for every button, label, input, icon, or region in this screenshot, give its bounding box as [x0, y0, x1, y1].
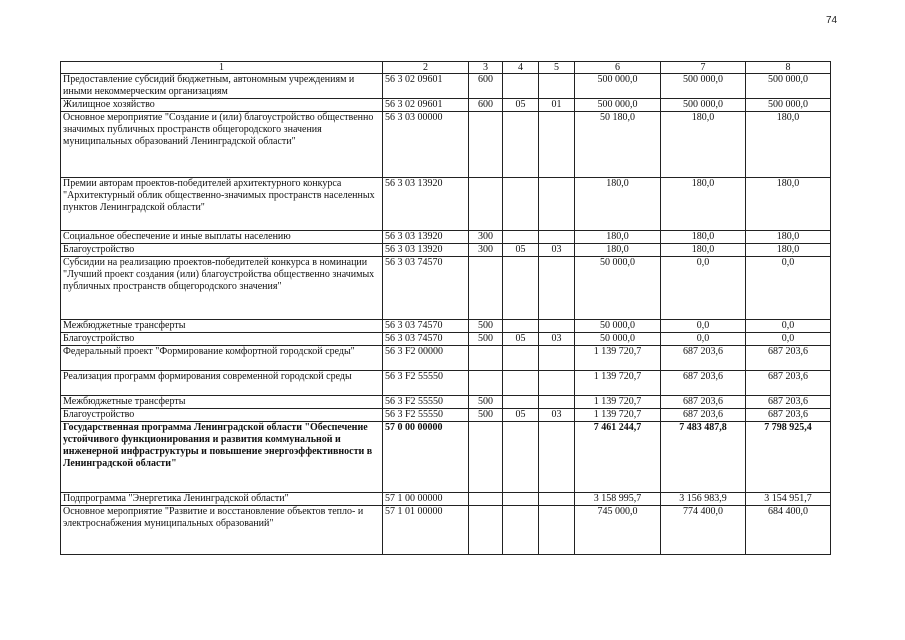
table-row	[61, 422, 831, 493]
row-subsection	[539, 257, 575, 320]
table-row	[61, 74, 831, 99]
row-name: Социальное обеспечение и иные выплаты населению	[61, 231, 383, 244]
row-name: Межбюджетные трансферты	[61, 320, 383, 333]
row-section	[503, 178, 539, 231]
row-value-col7: 180,0	[661, 244, 746, 257]
row-value-col7: 774 400,0	[661, 506, 746, 555]
row-value-col6: 500 000,0	[575, 74, 661, 99]
column-header: 8	[746, 62, 831, 74]
row-value-col6: 180,0	[575, 231, 661, 244]
row-value-col8: 687 203,6	[746, 346, 831, 371]
row-value-col7: 180,0	[661, 178, 746, 231]
row-section	[503, 506, 539, 555]
row-code: 56 3 03 13920	[383, 178, 469, 231]
column-header: 1	[61, 62, 383, 74]
column-header: 3	[469, 62, 503, 74]
row-value-col8: 0,0	[746, 333, 831, 346]
column-header: 4	[503, 62, 539, 74]
table-row	[61, 346, 831, 371]
row-expense-type	[469, 493, 503, 506]
row-expense-type	[469, 112, 503, 178]
row-value-col6: 3 158 995,7	[575, 493, 661, 506]
row-expense-type	[469, 422, 503, 493]
table-row	[61, 371, 831, 396]
row-value-col6: 1 139 720,7	[575, 396, 661, 409]
row-value-col7: 0,0	[661, 320, 746, 333]
row-expense-type	[469, 346, 503, 371]
row-value-col7: 687 203,6	[661, 346, 746, 371]
row-section: 05	[503, 409, 539, 422]
row-name: Основное мероприятие "Развитие и восстановление объектов тепло- и электроснабжения муниципальных образований"	[61, 506, 383, 555]
row-name: Межбюджетные трансферты	[61, 396, 383, 409]
row-subsection: 03	[539, 333, 575, 346]
row-expense-type	[469, 257, 503, 320]
row-code: 57 0 00 00000	[383, 422, 469, 493]
table-row	[61, 409, 831, 422]
row-code: 56 3 03 00000	[383, 112, 469, 178]
row-value-col6: 745 000,0	[575, 506, 661, 555]
row-section	[503, 112, 539, 178]
row-subsection	[539, 396, 575, 409]
row-value-col8: 684 400,0	[746, 506, 831, 555]
table-row	[61, 493, 831, 506]
row-value-col7: 180,0	[661, 112, 746, 178]
table-row	[61, 333, 831, 346]
row-subsection: 03	[539, 244, 575, 257]
row-subsection	[539, 493, 575, 506]
row-value-col6: 50 000,0	[575, 257, 661, 320]
row-name: Субсидии на реализацию проектов-победителей конкурса в номинации "Лучший проект создания (или) благоустройства общественно значимых публичных пространств общегородского значения"	[61, 257, 383, 320]
column-header: 2	[383, 62, 469, 74]
row-expense-type: 500	[469, 396, 503, 409]
row-section	[503, 346, 539, 371]
row-name: Подпрограмма "Энергетика Ленинградской области"	[61, 493, 383, 506]
row-value-col7: 500 000,0	[661, 99, 746, 112]
row-value-col8: 180,0	[746, 231, 831, 244]
row-name: Основное мероприятие "Создание и (или) благоустройство общественно значимых публичных пространств общегородского значения муниципальных образований Ленинградской области"	[61, 112, 383, 178]
row-value-col8: 500 000,0	[746, 74, 831, 99]
row-name: Федеральный проект "Формирование комфортной городской среды"	[61, 346, 383, 371]
row-value-col8: 180,0	[746, 112, 831, 178]
row-section	[503, 257, 539, 320]
row-code: 56 3 F2 55550	[383, 409, 469, 422]
row-code: 56 3 F2 55550	[383, 371, 469, 396]
row-code: 56 3 F2 55550	[383, 396, 469, 409]
table-row	[61, 244, 831, 257]
row-expense-type: 500	[469, 333, 503, 346]
row-value-col6: 180,0	[575, 178, 661, 231]
row-value-col7: 0,0	[661, 257, 746, 320]
row-code: 57 1 01 00000	[383, 506, 469, 555]
row-value-col8: 3 154 951,7	[746, 493, 831, 506]
row-expense-type: 300	[469, 231, 503, 244]
row-value-col8: 180,0	[746, 178, 831, 231]
row-value-col8: 7 798 925,4	[746, 422, 831, 493]
table-row	[61, 99, 831, 112]
table-row	[61, 396, 831, 409]
row-expense-type: 300	[469, 244, 503, 257]
table-row	[61, 506, 831, 555]
row-section: 05	[503, 333, 539, 346]
row-value-col6: 1 139 720,7	[575, 346, 661, 371]
row-subsection: 03	[539, 409, 575, 422]
row-section: 05	[503, 99, 539, 112]
row-subsection: 01	[539, 99, 575, 112]
row-code: 56 3 03 13920	[383, 231, 469, 244]
row-name: Жилищное хозяйство	[61, 99, 383, 112]
column-header: 7	[661, 62, 746, 74]
row-value-col7: 0,0	[661, 333, 746, 346]
row-expense-type	[469, 178, 503, 231]
row-subsection	[539, 320, 575, 333]
row-value-col6: 50 000,0	[575, 333, 661, 346]
table-row	[61, 231, 831, 244]
row-subsection	[539, 112, 575, 178]
row-value-col6: 500 000,0	[575, 99, 661, 112]
row-name: Предоставление субсидий бюджетным, автономным учреждениям и иными некоммерческим организациям	[61, 74, 383, 99]
row-value-col8: 687 203,6	[746, 371, 831, 396]
row-name: Государственная программа Ленинградской области "Обеспечение устойчивого функционирования и развития коммунальной и инженерной инфраструктуры и повышение энергоэффективности в Ленинградской области"	[61, 422, 383, 493]
row-name: Благоустройство	[61, 333, 383, 346]
row-section	[503, 320, 539, 333]
row-name: Благоустройство	[61, 244, 383, 257]
row-section: 05	[503, 244, 539, 257]
row-subsection	[539, 231, 575, 244]
row-name: Реализация программ формирования современной городской среды	[61, 371, 383, 396]
row-section	[503, 231, 539, 244]
row-expense-type: 500	[469, 409, 503, 422]
row-code: 56 3 03 74570	[383, 333, 469, 346]
row-code: 56 3 02 09601	[383, 74, 469, 99]
row-value-col7: 687 203,6	[661, 371, 746, 396]
row-subsection	[539, 74, 575, 99]
row-value-col8: 500 000,0	[746, 99, 831, 112]
row-subsection	[539, 346, 575, 371]
row-value-col6: 180,0	[575, 244, 661, 257]
row-value-col8: 0,0	[746, 320, 831, 333]
row-value-col6: 1 139 720,7	[575, 409, 661, 422]
table-row	[61, 112, 831, 178]
column-header: 6	[575, 62, 661, 74]
row-code: 56 3 F2 00000	[383, 346, 469, 371]
row-value-col7: 687 203,6	[661, 409, 746, 422]
row-value-col7: 3 156 983,9	[661, 493, 746, 506]
row-name: Благоустройство	[61, 409, 383, 422]
row-value-col8: 687 203,6	[746, 409, 831, 422]
row-value-col8: 180,0	[746, 244, 831, 257]
row-value-col8: 687 203,6	[746, 396, 831, 409]
row-section	[503, 74, 539, 99]
row-code: 56 3 02 09601	[383, 99, 469, 112]
row-section	[503, 422, 539, 493]
row-value-col6: 50 000,0	[575, 320, 661, 333]
row-name: Премии авторам проектов-победителей архитектурного конкурса "Архитектурный облик общественно-значимых пространств населенных пунктов Ленинградской области"	[61, 178, 383, 231]
page-number: 74	[826, 15, 838, 26]
row-expense-type	[469, 506, 503, 555]
budget-table	[60, 61, 831, 555]
row-value-col6: 7 461 244,7	[575, 422, 661, 493]
row-code: 56 3 03 74570	[383, 320, 469, 333]
row-expense-type: 500	[469, 320, 503, 333]
row-code: 56 3 03 13920	[383, 244, 469, 257]
row-section	[503, 371, 539, 396]
row-expense-type: 600	[469, 74, 503, 99]
row-code: 56 3 03 74570	[383, 257, 469, 320]
row-value-col6: 1 139 720,7	[575, 371, 661, 396]
row-subsection	[539, 178, 575, 231]
table-row	[61, 320, 831, 333]
row-code: 57 1 00 00000	[383, 493, 469, 506]
row-subsection	[539, 371, 575, 396]
row-value-col7: 687 203,6	[661, 396, 746, 409]
table-row	[61, 178, 831, 231]
column-number-row	[61, 62, 831, 74]
row-subsection	[539, 422, 575, 493]
row-value-col7: 7 483 487,8	[661, 422, 746, 493]
row-expense-type	[469, 371, 503, 396]
row-subsection	[539, 506, 575, 555]
row-section	[503, 396, 539, 409]
row-value-col6: 50 180,0	[575, 112, 661, 178]
row-value-col7: 180,0	[661, 231, 746, 244]
table-row	[61, 257, 831, 320]
row-value-col8: 0,0	[746, 257, 831, 320]
column-header: 5	[539, 62, 575, 74]
row-section	[503, 493, 539, 506]
row-value-col7: 500 000,0	[661, 74, 746, 99]
row-expense-type: 600	[469, 99, 503, 112]
